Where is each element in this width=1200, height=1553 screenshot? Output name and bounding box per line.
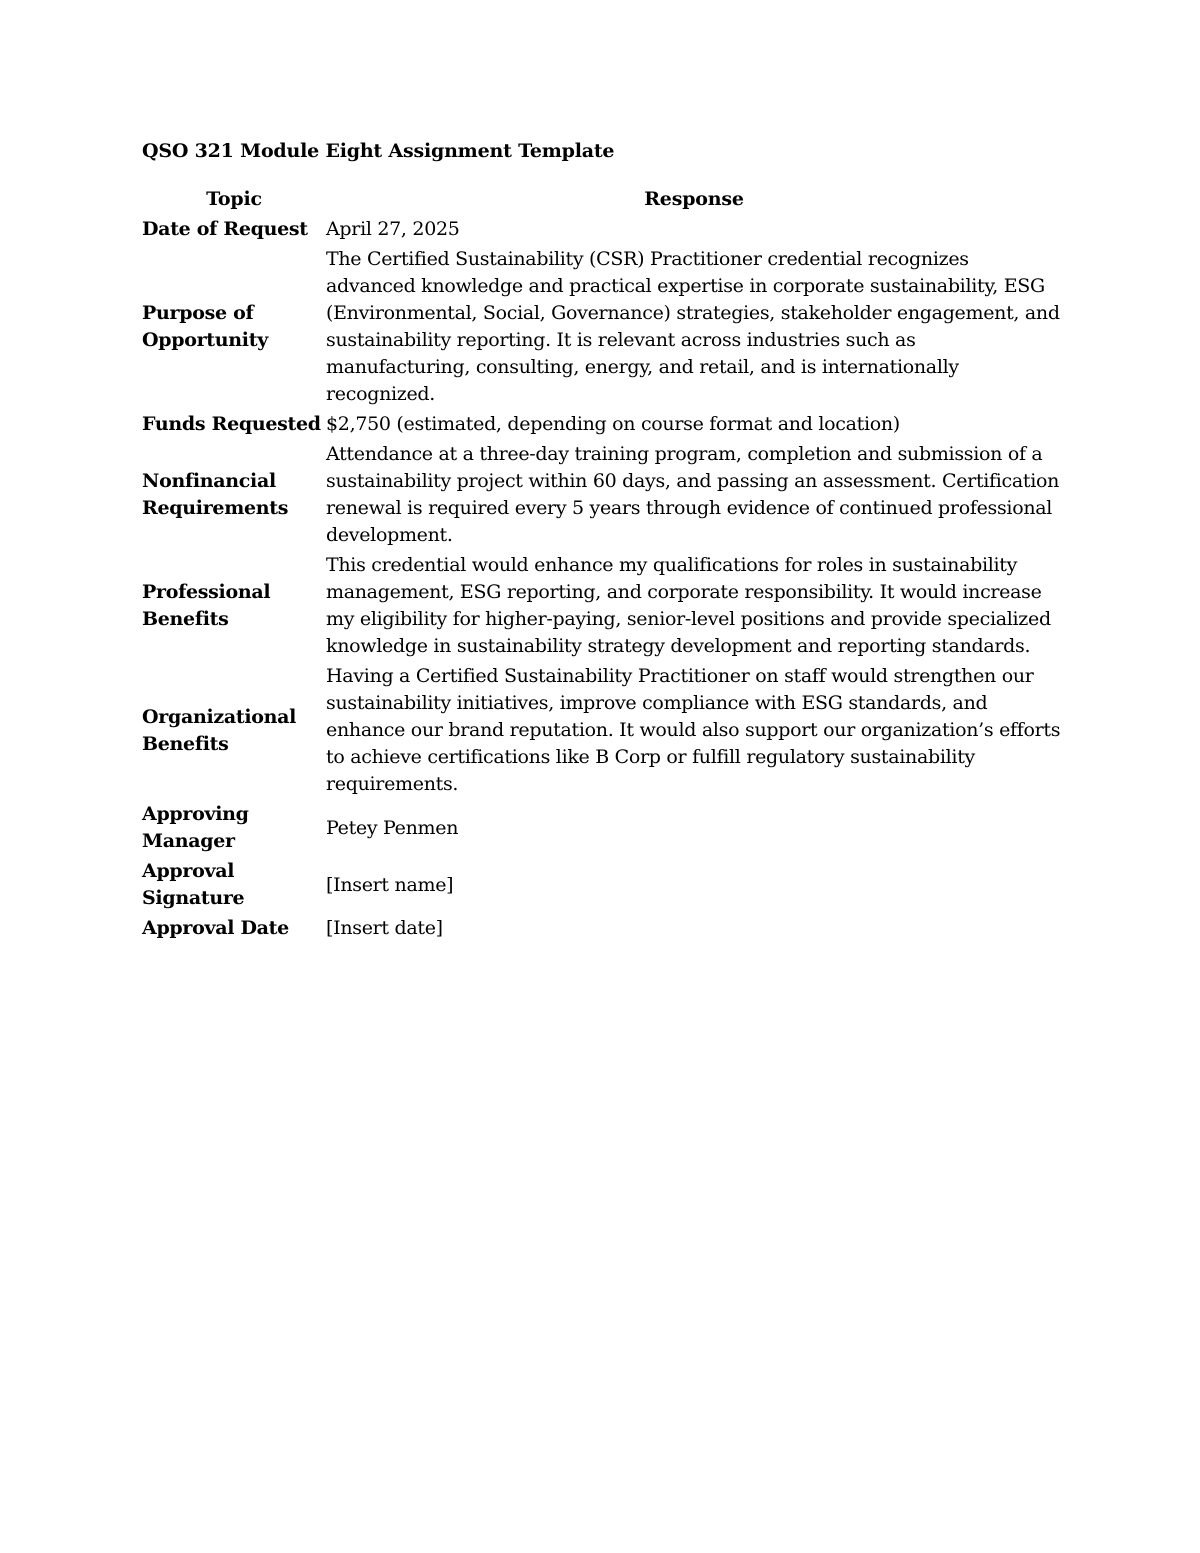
response-cell: The Certified Sustainability (CSR) Practitioner credential recognizes advanced knowledge and practical expertise in corporate sustainability, ESG (Environmental, Social, Governance) strategies, stakeholder engagement, and sustainability reporting. It is relevant across industries such as manufacturing, consulting, energy, and retail, and is internationally recognized.	[326, 248, 1060, 405]
topic-cell: Professional Benefits	[142, 581, 271, 630]
document-title: QSO 321 Module Eight Assignment Template	[142, 140, 615, 162]
table-row-professional-benefits	[142, 552, 1062, 663]
table-row-approval-signature	[142, 858, 1062, 915]
topic-header: Topic	[206, 188, 262, 210]
request-table	[142, 188, 1062, 945]
response-cell: Petey Penmen	[326, 816, 459, 839]
table-header-row	[142, 188, 1062, 216]
document-page	[142, 140, 1062, 945]
topic-cell: Approval Date	[142, 917, 289, 939]
response-cell: $2,750 (estimated, depending on course format and location)	[326, 413, 900, 435]
table-row-approval-date	[142, 915, 1062, 945]
topic-cell: Date of Request	[142, 218, 308, 240]
table-row-date-of-request	[142, 216, 1062, 246]
table-row-funds-requested	[142, 411, 1062, 441]
response-cell: Attendance at a three-day training program, completion and submission of a sustainability project within 60 days, and passing an assessment. Certification renewal is required every 5 years through evidence of continued professional development.	[326, 443, 1060, 546]
table-row-nonfinancial-requirements	[142, 441, 1062, 552]
response-cell: [Insert name]	[326, 873, 454, 896]
topic-cell: Nonfinancial Requirements	[142, 470, 289, 519]
topic-cell: Approval Signature	[142, 860, 245, 909]
topic-cell: Organizational Benefits	[142, 705, 297, 755]
response-cell: This credential would enhance my qualifications for roles in sustainability management, ESG reporting, and corporate responsibility. It would increase my eligibility for higher-paying, senior-level positions and provide specialized knowledge in sustainability strategy development and reporting standards.	[326, 554, 1051, 657]
topic-cell: Approving Manager	[142, 803, 249, 852]
topic-cell: Funds Requested	[142, 413, 321, 435]
topic-cell: Purpose of Opportunity	[142, 302, 268, 351]
table-row-purpose-of-opportunity	[142, 246, 1062, 411]
response-cell: April 27, 2025	[326, 218, 460, 240]
table-row-approving-manager	[142, 801, 1062, 858]
table-row-organizational-benefits	[142, 663, 1062, 801]
response-header: Response	[644, 188, 744, 210]
response-cell: [Insert date]	[326, 917, 443, 939]
response-cell: Having a Certified Sustainability Practitioner on staff would strengthen our sustainability initiatives, improve compliance with ESG standards, and enhance our brand reputation. It would also support our organization’s efforts to achieve certifications like B Corp or fulfill regulatory sustainability requirements.	[326, 665, 1061, 795]
